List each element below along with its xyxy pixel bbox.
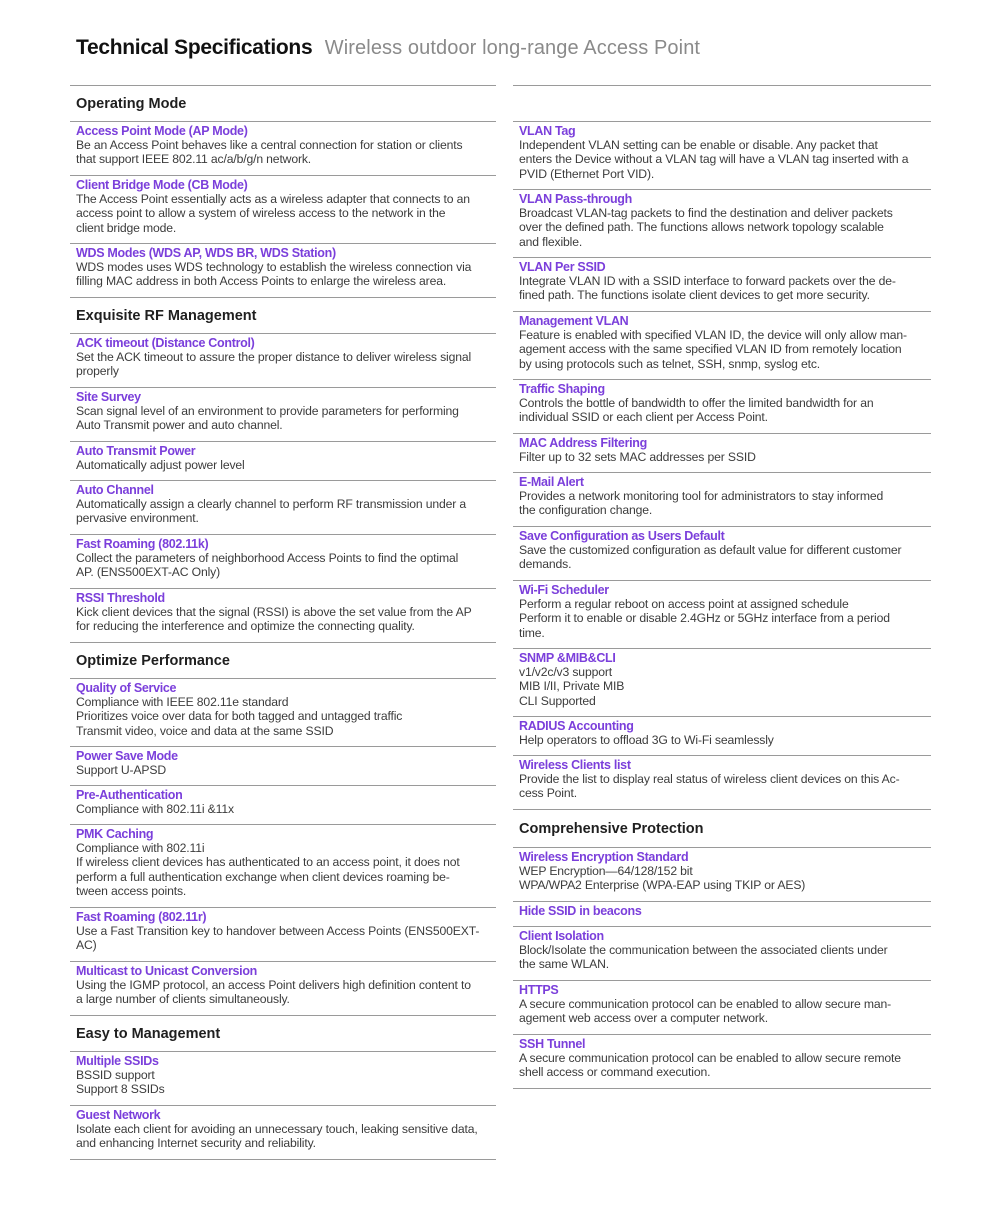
spec-title: Management VLAN: [519, 314, 629, 328]
spec-title: Power Save Mode: [76, 749, 178, 763]
spec-entry-ssh-tunnel: [513, 1035, 931, 1089]
spec-title: WDS Modes (WDS AP, WDS BR, WDS Station): [76, 246, 336, 260]
spec-description: Perform a regular reboot on access point at assigned schedule Perform it to enable or disable 2.4GHz or 5GHz interface from a period time.: [519, 597, 890, 640]
spec-description: A secure communication protocol can be enabled to allow secure man- agement web access over a computer network.: [519, 997, 892, 1026]
spec-description: Block/Isolate the communication between the associated clients under the same WLAN.: [519, 943, 888, 972]
spec-title: VLAN Per SSID: [519, 260, 606, 274]
spec-entry-vlan-tag: [513, 122, 931, 190]
right-column-spacer: [513, 86, 931, 122]
section-heading-easy-management: Easy to Management: [70, 1016, 496, 1052]
page-subtitle: Wireless outdoor long-range Access Point: [324, 37, 701, 59]
spec-entry-save-configuration: [513, 527, 931, 581]
section-heading-optimize-performance: Optimize Performance: [70, 643, 496, 679]
spec-entry-email-alert: [513, 473, 931, 527]
spec-description: v1/v2c/v3 support MIB I/II, Private MIB CLI Supported: [519, 665, 625, 708]
spec-title: ACK timeout (Distance Control): [76, 336, 255, 350]
spec-description: Be an Access Point behaves like a central connection for station or clients that support IEEE 802.11 ac/a/b/g/n network.: [76, 138, 463, 167]
spec-entry-pre-authentication: [70, 786, 496, 825]
spec-title: Auto Channel: [76, 483, 154, 497]
spec-title: RSSI Threshold: [76, 591, 165, 605]
page-title: Technical Specifications: [76, 36, 313, 59]
spec-entry-https: [513, 981, 931, 1035]
spec-description: Provides a network monitoring tool for administrators to stay informed the configuration change.: [519, 489, 884, 518]
spec-description: Compliance with 802.11i &11x: [76, 802, 234, 816]
spec-title: HTTPS: [519, 983, 559, 997]
spec-description: Using the IGMP protocol, an access Point delivers high definition content to a large number of clients simultaneously.: [76, 978, 471, 1007]
spec-description: Controls the bottle of bandwidth to offer the limited bandwidth for an individual SSID or each client per Access Point.: [519, 396, 874, 425]
spec-description: Integrate VLAN ID with a SSID interface to forward packets over the de- fined path. The functions isolate client devices to get more security.: [519, 274, 896, 303]
spec-entry-hide-ssid: [513, 902, 931, 927]
spec-title: Fast Roaming (802.11k): [76, 537, 209, 551]
spec-entry-cb-mode: [70, 176, 496, 244]
spec-entry-qos: [70, 679, 496, 747]
spec-title: MAC Address Filtering: [519, 436, 647, 450]
spec-entry-auto-channel: [70, 481, 496, 535]
spec-description: Save the customized configuration as default value for different customer demands.: [519, 543, 902, 572]
spec-title: Auto Transmit Power: [76, 444, 196, 458]
spec-title: SNMP &MIB&CLI: [519, 651, 616, 665]
spec-title: Wireless Clients list: [519, 758, 631, 772]
spec-entry-fast-roaming-k: [70, 535, 496, 589]
spec-title: Traffic Shaping: [519, 382, 605, 396]
right-column: [513, 85, 931, 1089]
spec-description: Help operators to offload 3G to Wi-Fi seamlessly: [519, 733, 774, 747]
spec-entry-management-vlan: [513, 312, 931, 380]
spec-title: Client Isolation: [519, 929, 604, 943]
spec-entry-wireless-clients-list: [513, 756, 931, 810]
spec-description: Compliance with 802.11i If wireless client devices has authenticated to an access point, it does not perform a full authentication exchange when client devices roaming be- tween access points.: [76, 841, 460, 898]
spec-title: PMK Caching: [76, 827, 154, 841]
spec-title: Client Bridge Mode (CB Mode): [76, 178, 248, 192]
spec-description: Isolate each client for avoiding an unnecessary touch, leaking sensitive data, and enhancing Internet security and reliability.: [76, 1122, 478, 1151]
spec-description: Provide the list to display real status of wireless client devices on this Ac- cess Point.: [519, 772, 900, 801]
section-heading-comprehensive-protection: Comprehensive Protection: [513, 810, 931, 848]
spec-description: Filter up to 32 sets MAC addresses per SSID: [519, 450, 756, 464]
spec-description: Scan signal level of an environment to provide parameters for performing Auto Transmit power and auto channel.: [76, 404, 459, 433]
spec-title: Multiple SSIDs: [76, 1054, 159, 1068]
spec-description: Use a Fast Transition key to handover between Access Points (ENS500EXT- AC): [76, 924, 480, 953]
spec-description: Feature is enabled with specified VLAN ID, the device will only allow man- agement access with the same specified VLAN ID from remotely location by using protocols such as telnet, SSH, snmp, syslog etc.: [519, 328, 907, 371]
spec-entry-wifi-scheduler: [513, 581, 931, 649]
spec-title: Quality of Service: [76, 681, 177, 695]
spec-entry-site-survey: [70, 388, 496, 442]
spec-entry-ap-mode: [70, 122, 496, 176]
spec-entry-client-isolation: [513, 927, 931, 981]
spec-entry-traffic-shaping: [513, 380, 931, 434]
spec-description: Automatically adjust power level: [76, 458, 245, 472]
spec-entry-radius-accounting: [513, 717, 931, 756]
spec-description: WDS modes uses WDS technology to establish the wireless connection via filling MAC address in both Access Points to enlarge the wireless area.: [76, 260, 472, 289]
section-heading-operating-mode: Operating Mode: [70, 86, 496, 122]
spec-entry-wireless-encryption: [513, 848, 931, 902]
spec-title: RADIUS Accounting: [519, 719, 634, 733]
spec-description: A secure communication protocol can be enabled to allow secure remote shell access or command execution.: [519, 1051, 901, 1080]
spec-title: Access Point Mode (AP Mode): [76, 124, 248, 138]
spec-title: VLAN Pass-through: [519, 192, 632, 206]
spec-title: Pre-Authentication: [76, 788, 183, 802]
spec-description: Broadcast VLAN-tag packets to find the destination and deliver packets over the defined path. The functions allows network topology scalable and flexible.: [519, 206, 893, 249]
spec-title: Save Configuration as Users Default: [519, 529, 725, 543]
spec-entry-fast-roaming-r: [70, 908, 496, 962]
spec-title: Wireless Encryption Standard: [519, 850, 689, 864]
spec-entry-vlan-per-ssid: [513, 258, 931, 312]
spec-entry-auto-transmit-power: [70, 442, 496, 481]
spec-description: Automatically assign a clearly channel to perform RF transmission under a pervasive environment.: [76, 497, 467, 526]
spec-description: Kick client devices that the signal (RSSI) is above the set value from the AP for reducing the interference and optimize the connecting quality.: [76, 605, 472, 634]
left-column: [70, 85, 496, 1160]
spec-title: VLAN Tag: [519, 124, 576, 138]
spec-title: Fast Roaming (802.11r): [76, 910, 207, 924]
spec-description: The Access Point essentially acts as a wireless adapter that connects to an access point to allow a system of wireless access to the network in the client bridge mode.: [76, 192, 470, 235]
spec-entry-vlan-pass-through: [513, 190, 931, 258]
spec-entry-guest-network: [70, 1106, 496, 1160]
spec-entry-ack-timeout: [70, 334, 496, 388]
spec-description: Set the ACK timeout to assure the proper distance to deliver wireless signal properly: [76, 350, 472, 379]
spec-title: Multicast to Unicast Conversion: [76, 964, 258, 978]
spec-title: Hide SSID in beacons: [519, 904, 642, 918]
spec-entry-rssi-threshold: [70, 589, 496, 643]
spec-entry-wds-modes: [70, 244, 496, 298]
spec-title: SSH Tunnel: [519, 1037, 586, 1051]
page-header: [76, 36, 956, 60]
spec-entry-mac-filtering: [513, 434, 931, 473]
spec-description: Collect the parameters of neighborhood Access Points to find the optimal AP. (ENS500EXT-AC Only): [76, 551, 459, 580]
spec-entry-multicast-unicast: [70, 962, 496, 1016]
spec-title: Guest Network: [76, 1108, 161, 1122]
spec-entry-multiple-ssids: [70, 1052, 496, 1106]
spec-title: E-Mail Alert: [519, 475, 584, 489]
spec-entry-power-save-mode: [70, 747, 496, 786]
spec-description: Compliance with IEEE 802.11e standard Prioritizes voice over data for both tagged and untagged traffic Transmit video, voice and data at the same SSID: [76, 695, 403, 738]
spec-title: Site Survey: [76, 390, 141, 404]
spec-entry-snmp-mib-cli: [513, 649, 931, 717]
spec-description: WEP Encryption—64/128/152 bit WPA/WPA2 Enterprise (WPA-EAP using TKIP or AES): [519, 864, 806, 893]
spec-title: Wi-Fi Scheduler: [519, 583, 609, 597]
spec-description: BSSID support Support 8 SSIDs: [76, 1068, 165, 1097]
spec-description: Independent VLAN setting can be enable or disable. Any packet that enters the Device without a VLAN tag will have a VLAN tag inserted with a PVID (Ethernet Port VID).: [519, 138, 909, 181]
section-heading-rf-management: Exquisite RF Management: [70, 298, 496, 334]
spec-entry-pmk-caching: [70, 825, 496, 908]
spec-description: Support U-APSD: [76, 763, 167, 777]
